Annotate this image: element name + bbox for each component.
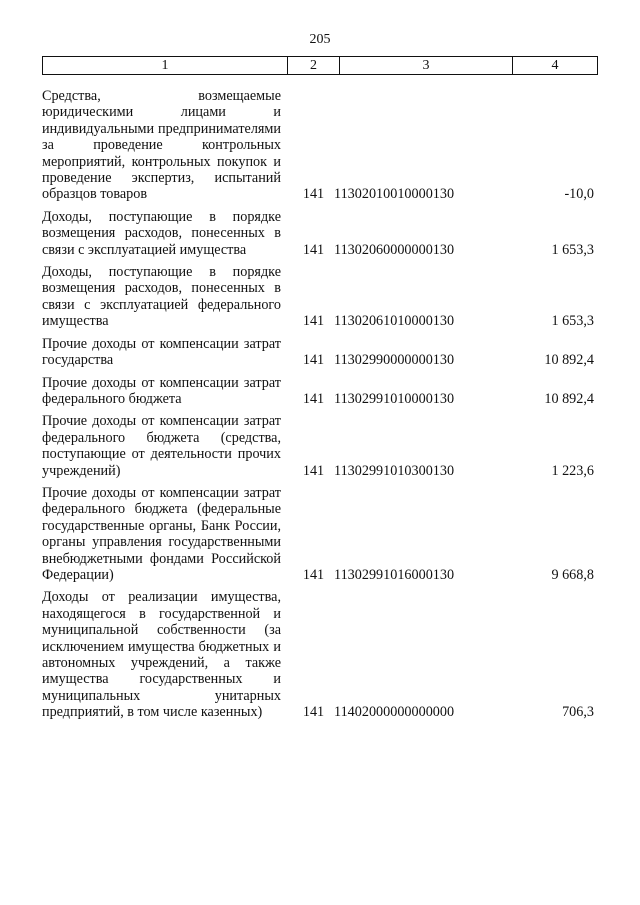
row-description: Прочие доходы от компенсации затрат государства xyxy=(42,335,281,369)
row-description: Доходы, поступающие в порядке возмещения расходов, понесенных в связи с эксплуатацией федерального имущества xyxy=(42,264,281,330)
row-admin-code: 141 xyxy=(302,241,325,258)
row-amount: 1 653,3 xyxy=(551,241,594,258)
row-description: Средства, возмещаемые юридическими лицами и индивидуальными предпринимателями за проведение контрольных мероприятий, контрольных покупок и проведение экспертиз, испытаний образцов товаров xyxy=(42,88,281,203)
row-admin-code: 141 xyxy=(302,352,325,369)
row-description: Доходы, поступающие в порядке возмещения расходов, понесенных в связи с эксплуатацией имущества xyxy=(42,208,281,258)
row-classification-code: 11302010010000130 xyxy=(334,186,455,203)
row-classification-code: 11302991016000130 xyxy=(334,566,455,583)
table-row xyxy=(42,336,597,369)
row-amount: -10,0 xyxy=(564,186,594,203)
column-header-4: 4 xyxy=(513,57,598,75)
row-classification-code: 11402000000000000 xyxy=(334,704,455,721)
row-admin-code: 141 xyxy=(302,186,325,203)
column-header-2: 2 xyxy=(288,57,340,75)
row-description: Прочие доходы от компенсации затрат федерального бюджета xyxy=(42,374,281,407)
row-description: Прочие доходы от компенсации затрат федерального бюджета (федеральные государственные органы, Банк России, органы управления государственными внебюджетными фондами Российской Федерации) xyxy=(42,484,281,583)
column-header-table xyxy=(42,56,598,75)
row-amount: 9 668,8 xyxy=(551,566,594,583)
table-row xyxy=(42,264,597,330)
table-row xyxy=(42,209,597,258)
row-admin-code: 141 xyxy=(302,462,325,479)
row-classification-code: 11302060000000130 xyxy=(334,241,455,258)
table-row xyxy=(42,589,597,720)
page-number: 205 xyxy=(309,32,331,47)
row-classification-code: 11302991010000130 xyxy=(334,390,455,407)
row-amount: 10 892,4 xyxy=(544,390,594,407)
row-amount: 1 653,3 xyxy=(551,313,594,330)
column-header-1: 1 xyxy=(43,57,288,75)
table-row xyxy=(42,485,597,583)
row-classification-code: 11302061010000130 xyxy=(334,313,455,330)
column-header-3: 3 xyxy=(340,57,513,75)
row-admin-code: 141 xyxy=(302,566,325,583)
row-description: Прочие доходы от компенсации затрат федерального бюджета (средства, поступающие от деятельности прочих учреждений) xyxy=(42,413,281,479)
row-admin-code: 141 xyxy=(302,704,325,721)
row-admin-code: 141 xyxy=(302,390,325,407)
row-classification-code: 11302991010300130 xyxy=(334,462,455,479)
table-row xyxy=(42,88,597,203)
table-row xyxy=(42,413,597,479)
row-description: Доходы от реализации имущества, находящегося в государственной и муниципальной собственности (за исключением имущества бюджетных и автономных учреждений, а также имущества государственных и муниципальных унитарных предприятий, в том числе казенных) xyxy=(42,589,281,721)
row-amount: 10 892,4 xyxy=(544,352,594,369)
table-body xyxy=(42,88,597,727)
row-amount: 706,3 xyxy=(562,704,594,721)
table-row xyxy=(42,375,597,408)
row-amount: 1 223,6 xyxy=(551,462,594,479)
row-admin-code: 141 xyxy=(302,313,325,330)
row-classification-code: 11302990000000130 xyxy=(334,352,455,369)
